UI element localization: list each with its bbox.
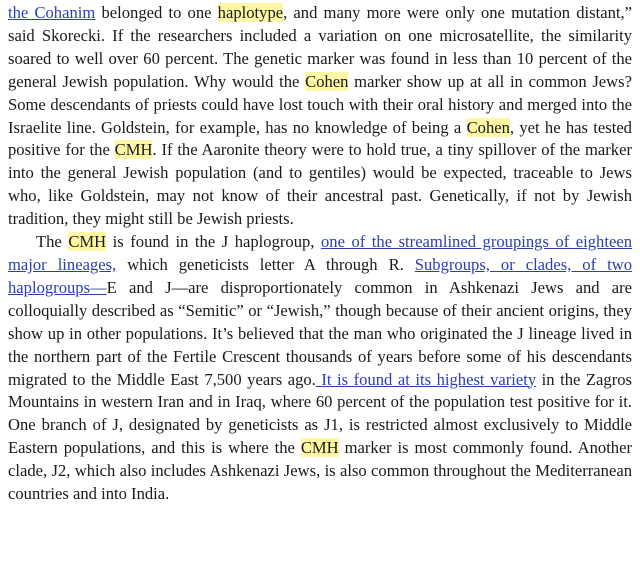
document-page: [8, 2, 632, 506]
text-run: The: [36, 232, 69, 252]
text-run: marker is most commonly found. Another clade, J2, which also includes Ashkenazi Jews, is also common throughout the Mediterranean countries and into India.: [8, 438, 632, 504]
text-run: marker show up at all in common Jews? Some descendants of priests could have lost touch with their oral history and merged into the Israelite line. Goldstein, for example, has no knowledge of being a: [8, 71, 632, 137]
link-the-cohanim[interactable]: the Cohanim: [8, 3, 96, 22]
paragraph-1: [8, 2, 632, 231]
highlight-cmh: CMH: [68, 232, 107, 252]
highlight-haplotype: haplotype: [217, 3, 284, 22]
text-run: is found in the J haplogroup,: [106, 232, 321, 252]
paragraph-2: [8, 231, 632, 506]
text-run: E and J—are disproportionately common in Ashkenazi Jews and are colloquially described as “Semitic” or “Jewish,” though because of their ancient origins, they show up in other populations. It’s believed that the man who originated the J lineage lived in the northern part of the Fertile Crescent thousands of years before some of his descendants migrated to the Middle East 7,500 years ago.: [8, 277, 632, 389]
highlight-cohen: Cohen: [305, 71, 349, 91]
link-highest-variety[interactable]: It is found at its highest variety: [315, 369, 537, 389]
highlight-cohen: Cohen: [466, 117, 510, 137]
link-subgroups-clades[interactable]: Subgroups, or clades, of two haplogroups—: [8, 254, 633, 297]
text-run: , yet he has tested positive for the: [8, 117, 632, 160]
highlight-cmh: CMH: [114, 140, 153, 160]
link-streamlined-groupings[interactable]: one of the streamlined groupings of eighteen major lineages,: [8, 232, 632, 274]
highlight-cmh: CMH: [300, 438, 339, 458]
text-run: which geneticists letter A through R.: [116, 254, 415, 274]
text-run: . If the Aaronite theory were to hold true, a tiny spillover of the marker into the general Jewish population (and to gentiles) would be expected, traceable to Jews who, like Goldstein, may not know of their ancestral past. Genetically, if not by Jewish tradition, they might still be Jewish priests.: [8, 140, 632, 229]
text-run: belonged to one: [95, 3, 218, 22]
text-run: in the Zagros Mountains in western Iran and in Iraq, where 60 percent of the population test positive for it. One branch of J, designated by geneticists as J1, is restricted almost exclusively to Middle Eastern populations, and this is where the: [8, 369, 632, 458]
text-run: , and many more were only one mutation distant,” said Skorecki. If the researchers included a variation on one microsatellite, the similarity soared to well over 60 percent. The genetic marker was found in less than 10 percent of the general Jewish population. Why would the: [8, 3, 632, 91]
